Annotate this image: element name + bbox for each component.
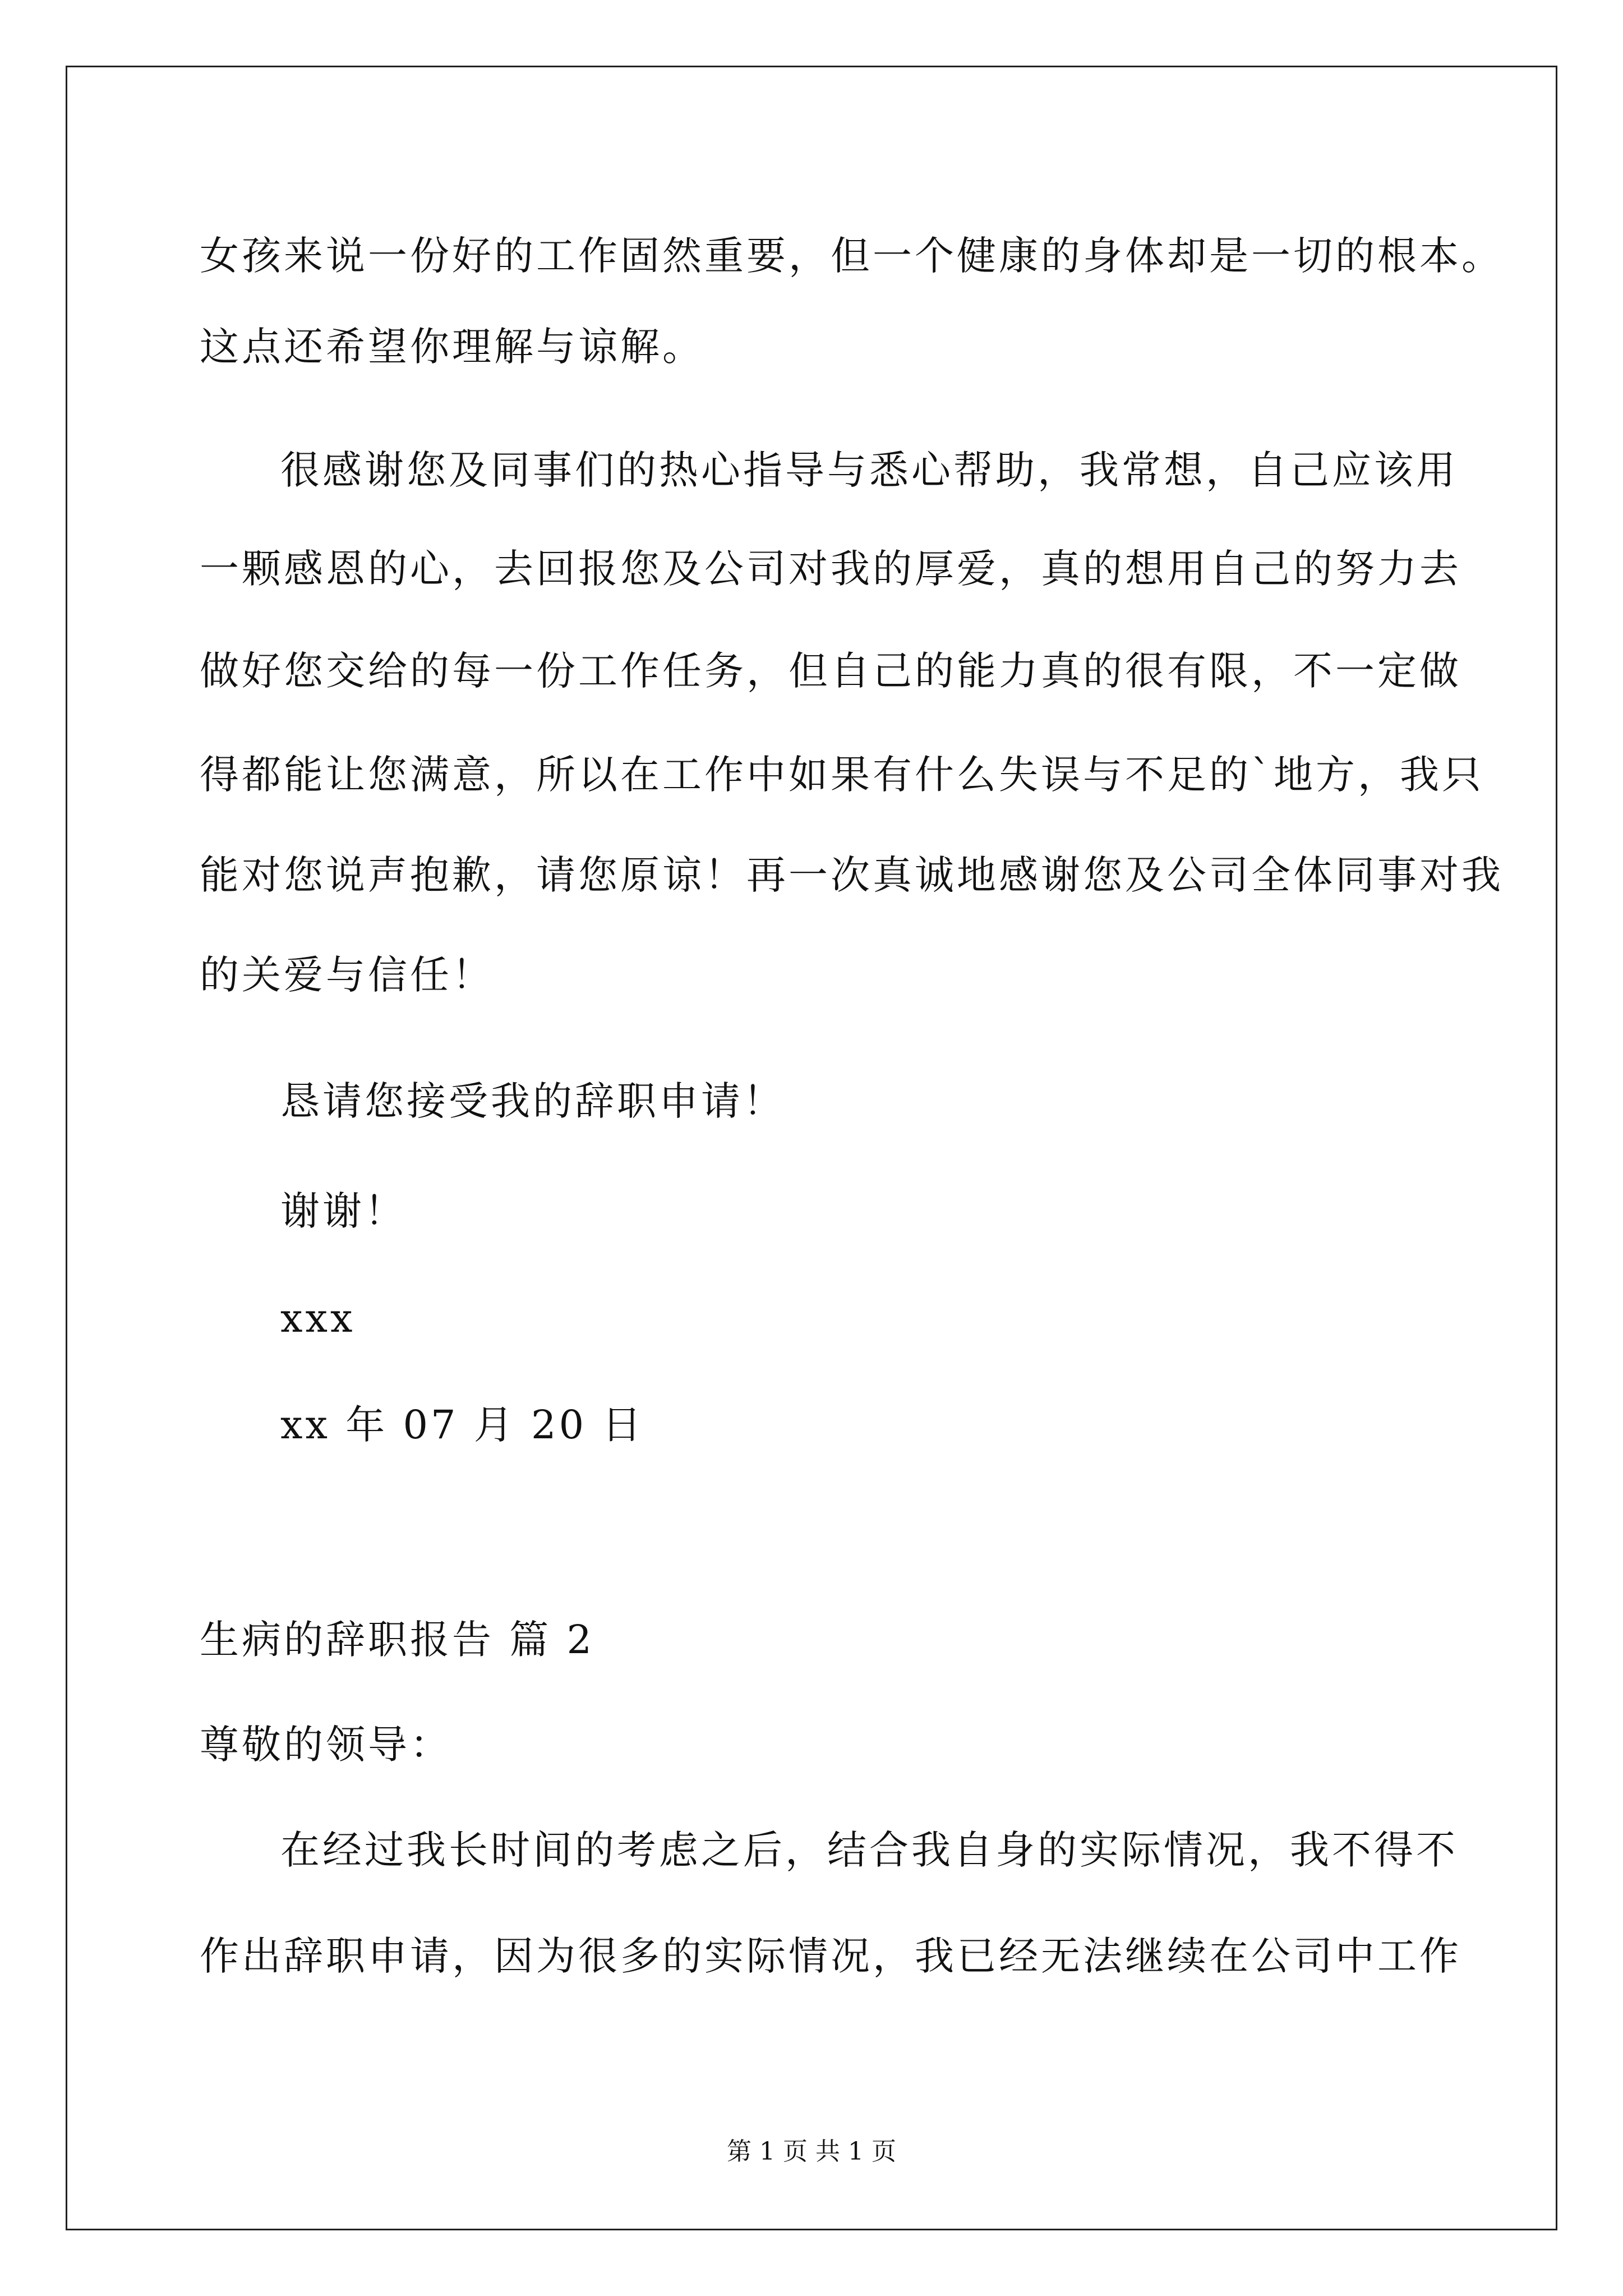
paragraph-line: 能对您说声抱歉，请您原谅！再一次真诚地感谢您及公司全体同事对我 bbox=[200, 852, 1504, 898]
paragraph-line: 一颗感恩的心，去回报您及公司对我的厚爱，真的想用自己的努力去 bbox=[200, 546, 1461, 592]
paragraph-line: 在经过我长时间的考虑之后，结合我自身的实际情况，我不得不 bbox=[280, 1827, 1458, 1873]
paragraph-line: 很感谢您及同事们的热心指导与悉心帮助，我常想，自己应该用 bbox=[280, 447, 1458, 493]
paragraph-line: 得都能让您满意，所以在工作中如果有什么失误与不足的`地方，我只 bbox=[200, 752, 1484, 798]
paragraph-line: 的关爱与信任！ bbox=[200, 952, 494, 998]
signature-date: xx 年 07 月 20 日 bbox=[280, 1402, 644, 1448]
signature-name: xxx bbox=[280, 1295, 356, 1341]
page-border bbox=[66, 66, 1557, 2230]
thanks-line: 谢谢！ bbox=[280, 1188, 407, 1234]
section-title: 生病的辞职报告 篇 2 bbox=[200, 1617, 595, 1663]
paragraph-line: 作出辞职申请，因为很多的实际情况，我已经无法继续在公司中工作 bbox=[200, 1933, 1461, 1979]
paragraph-line: 做好您交给的每一份工作任务，但自己的能力真的很有限，不一定做 bbox=[200, 648, 1461, 694]
closing-request: 恳请您接受我的辞职申请！ bbox=[280, 1078, 785, 1124]
salutation: 尊敬的领导： bbox=[200, 1722, 452, 1768]
paragraph-line: 女孩来说一份好的工作固然重要，但一个健康的身体却是一切的根本。 bbox=[200, 233, 1504, 279]
page-footer: 第 1 页 共 1 页 bbox=[727, 2137, 896, 2166]
paragraph-line: 这点还希望你理解与谅解。 bbox=[200, 324, 704, 370]
